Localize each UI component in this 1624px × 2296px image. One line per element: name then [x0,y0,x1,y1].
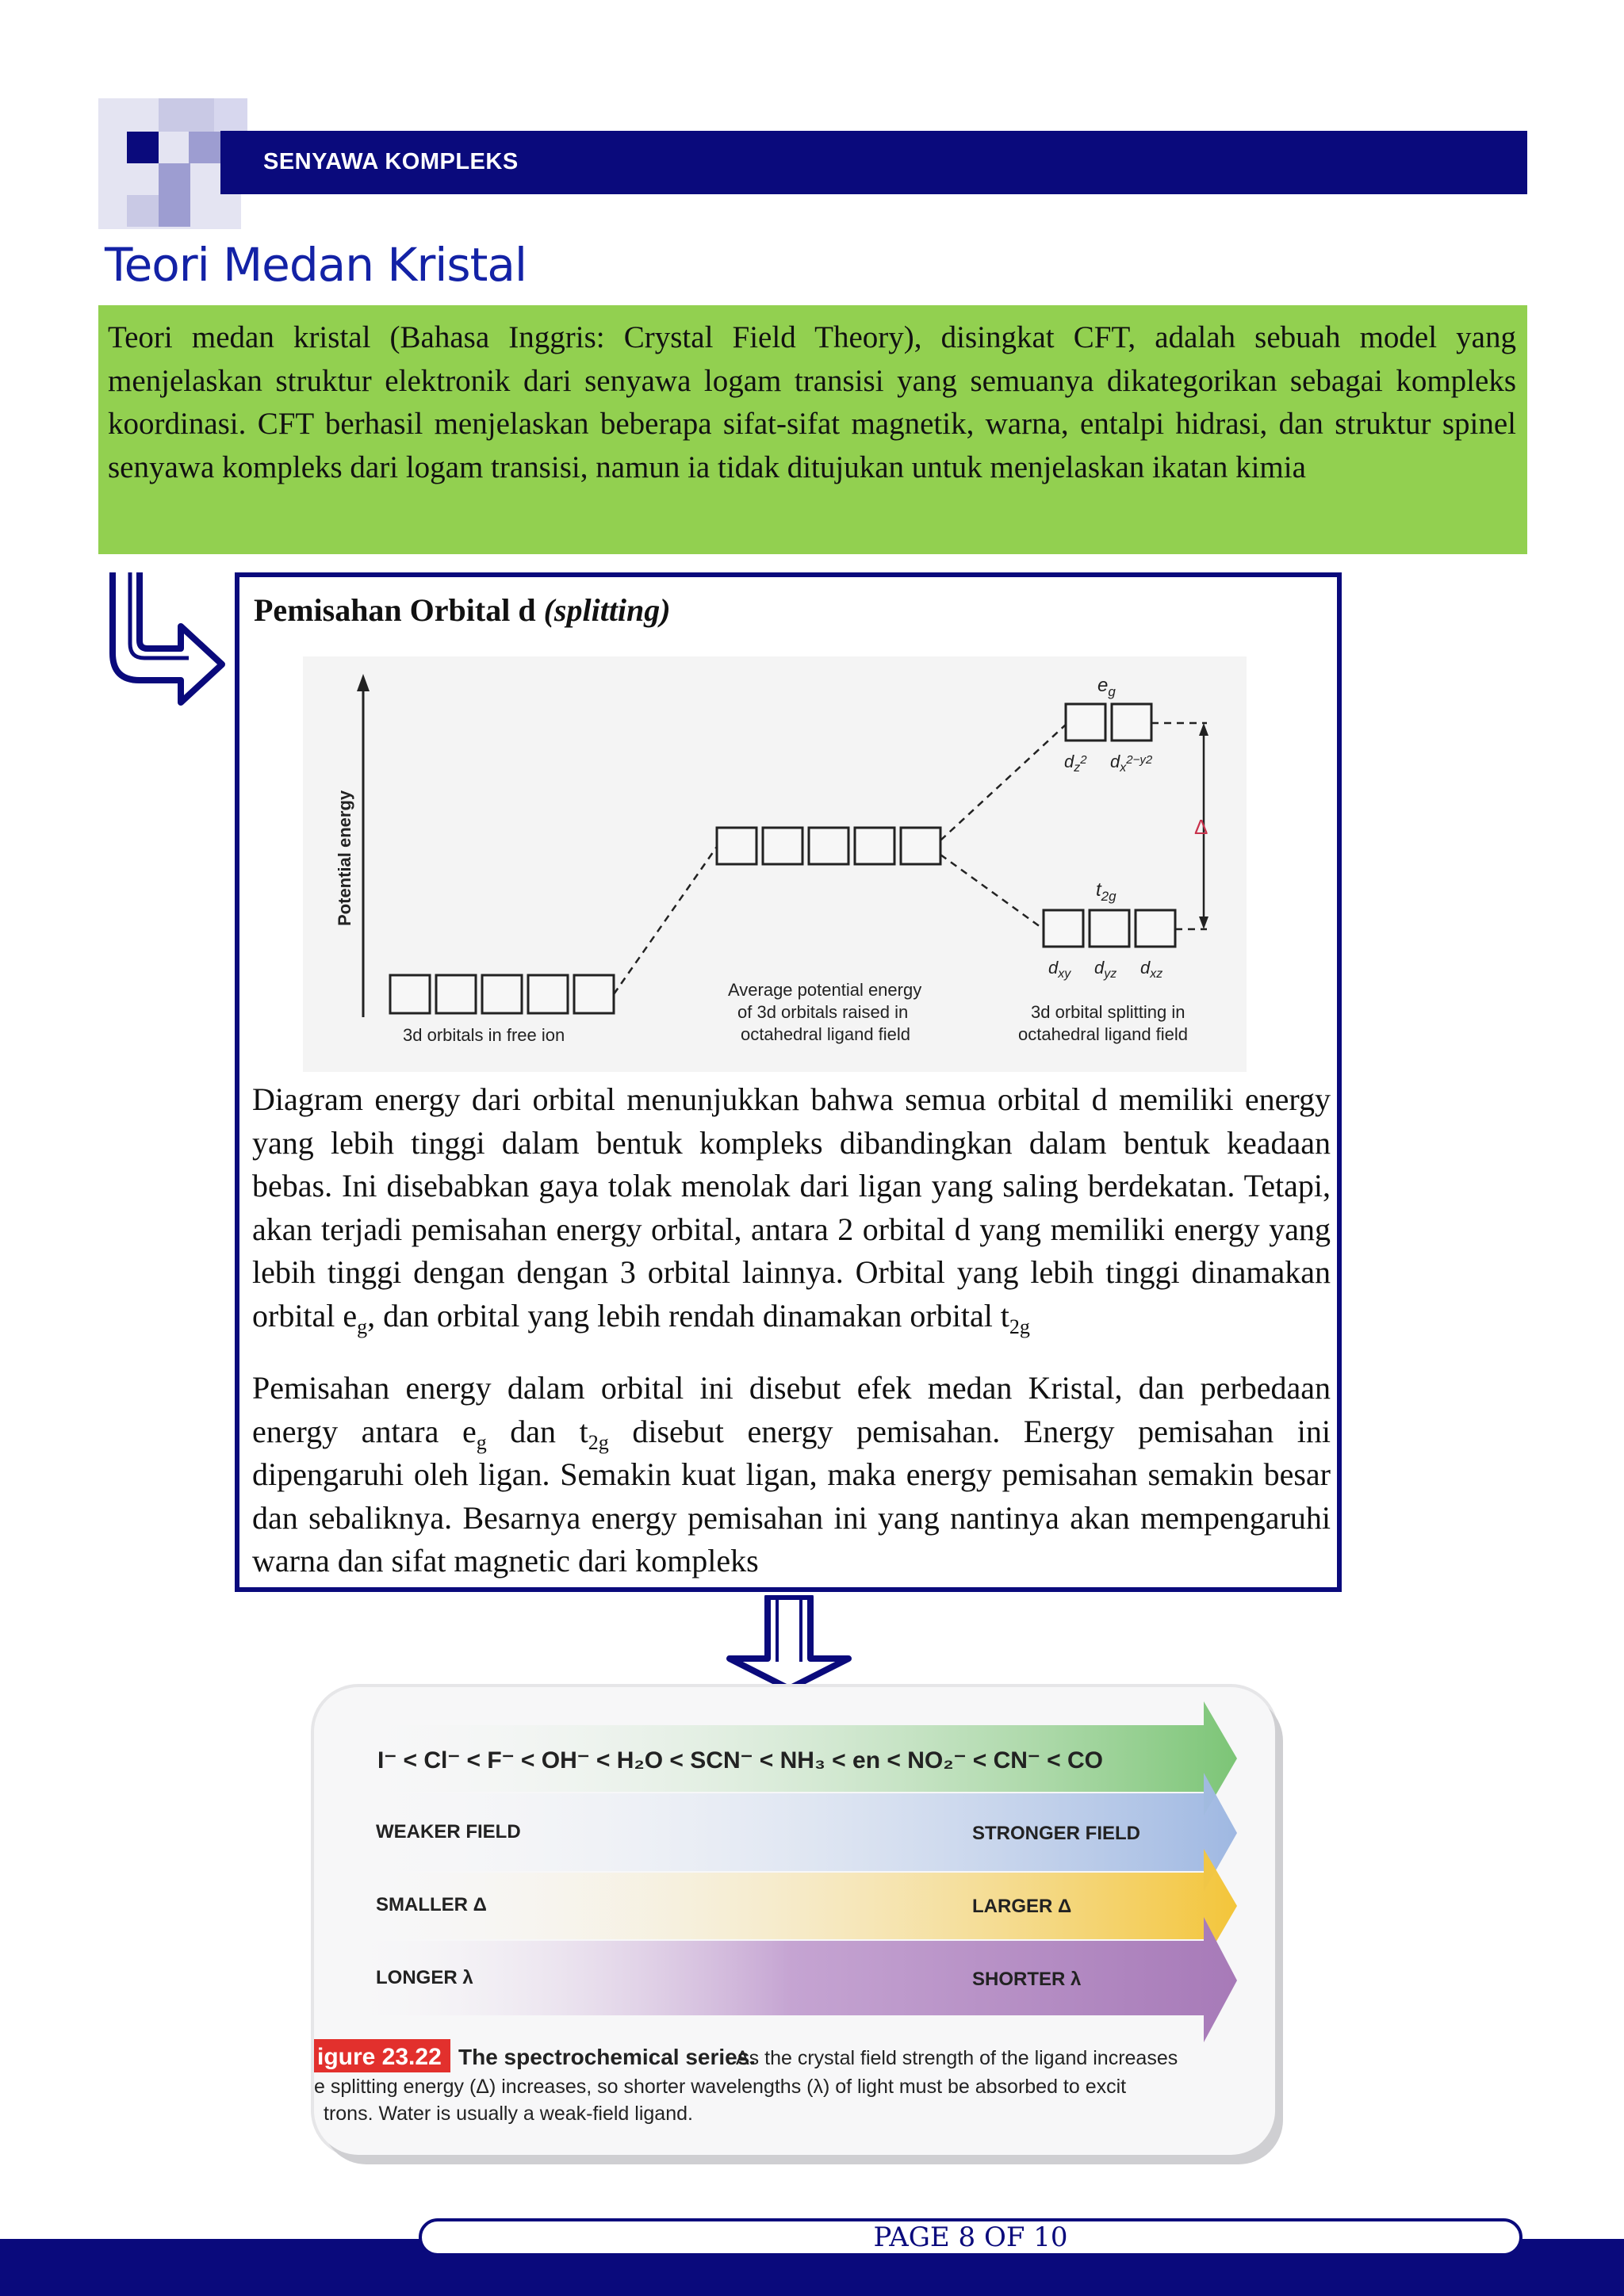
free-ion-label: 3d orbitals in free ion [403,1025,565,1045]
orbital-box [1136,910,1175,947]
dx2y2-label: $d_x^{2-y2}$ [1110,752,1153,775]
orbital-box [763,828,802,864]
y-axis-label: Potential energy [335,790,354,926]
orbital-splitting-diagram [303,656,1247,1072]
page-number: PAGE 8 OF 10 [419,2218,1522,2256]
t2g-label: $t_{2g}$ [1096,879,1116,904]
dz2-label: $d_z^2$ [1064,752,1087,775]
orbital-box [436,975,476,1013]
section-title [254,591,671,629]
average-orbitals [717,828,940,864]
splitting-section-box [235,572,1342,1592]
orbital-box [1044,910,1083,947]
free-ion-orbitals [390,975,614,1013]
intro-text: Teori medan kristal (Bahasa Inggris: Crystal Field Theory), disingkat CFT, adalah sebuah model yang menjelaskan struktur elektronik dari senyawa logam transisi yang semuanya dikategorikan sebagai kompleks koordinasi. CFT berhasil menjelaskan beberapa sifat-sifat magnetik, warna, entalpi hidrasi, dan struktur spinel senyawa kompleks dari logam transisi, namun ia tidak ditujukan untuk menjelaskan ikatan kimia [108,320,1516,484]
orbital-box [528,975,568,1013]
figure-caption-line-3: trons. Water is usually a weak-field ligand. [324,2103,693,2125]
orbital-box [901,828,940,864]
eg-label: $e_g$ [1097,675,1116,699]
split-label-line-2: octahedral ligand field [1018,1024,1189,1044]
t2g-orbitals [1044,910,1175,947]
figure-label: igure 23.22 [317,2044,442,2070]
dxz-label: $d_{xz}$ [1140,958,1163,981]
larger-delta-label: LARGER Δ [972,1896,1072,1917]
paragraph-2: Pemisahan energy dalam orbital ini disebut efek medan Kristal, dan perbedaan energy antara $e_g$ dan $t_{2g}$ disebut energy pemisahan. Energy pemisahan ini dipengaruhi oleh ligan. Semakin kuat ligan, maka energy pemisahan semakin besar dan sebaliknya. Besarnya energy pemisahan ini yang nantinya akan mempengaruhi warna dan sifat magnetic dari kompleks [252,1370,1331,1578]
dxy-label: $d_{xy}$ [1048,958,1071,981]
page-title: Teori Medan Kristal [105,238,527,292]
orbital-box [1112,704,1151,740]
orbital-box [717,828,756,864]
delta-arrow-up-icon [1199,723,1208,736]
orbital-box [1090,910,1129,947]
header-section-label: SENYAWA KOMPLEKS [263,149,519,174]
curved-arrow-icon [105,572,232,707]
header-square [127,195,159,227]
header-square [159,195,190,227]
section-title-italic: (splitting) [543,592,671,628]
shorter-lambda-label: SHORTER λ [972,1969,1082,1990]
split-label-line-1: 3d orbital splitting in [1031,1002,1185,1022]
figure-caption-title: The spectrochemical series. [458,2045,756,2069]
eg-orbitals [1066,704,1151,740]
spectrochemical-series: I⁻ < Cl⁻ < F⁻ < OH⁻ < H₂O < SCN⁻ < NH₃ < en < NO₂⁻ < CN⁻ < CO [377,1747,1103,1774]
delta-label: Δ [1194,815,1208,839]
average-label-line-3: octahedral ligand field [741,1024,911,1044]
orbital-box [855,828,894,864]
orbital-box [482,975,522,1013]
figure-caption-line-1: As the crystal field strength of the ligand increases [736,2047,1178,2069]
orbital-box [1066,704,1105,740]
average-label-line-2: of 3d orbitals raised in [737,1002,909,1022]
y-axis-arrow-icon [357,674,370,691]
header-square [159,163,190,195]
orbital-box [390,975,430,1013]
header-square [214,98,247,132]
delta-arrow-down-icon [1199,916,1208,929]
smaller-delta-label: SMALLER Δ [376,1894,487,1915]
section-title-bold: Pemisahan Orbital d [254,592,536,628]
stronger-field-label: STRONGER FIELD [972,1823,1141,1844]
orbital-box [809,828,848,864]
dyz-label: $d_{yz}$ [1094,958,1117,981]
intro-box [98,305,1527,554]
figure-caption-line-2: e splitting energy (Δ) increases, so shorter wavelengths (λ) of light must be absorbed to excit [314,2076,1127,2098]
paragraph-1: Diagram energy dari orbital menunjukkan bahwa semua orbital d memiliki energy yang lebih tinggi dalam bentuk kompleks dibandingkan dalam bentuk keadaan bebas. Ini disebabkan gaya tolak menolak dari ligan yang saling berdekatan. Tetapi, akan terjadi pemisahan energy orbital, antara 2 orbital d yang memiliki energy yang lebih tinggi dengan dengan 3 orbital lainnya. Orbital yang lebih tinggi dinamakan orbital $e_g$, dan orbital yang lebih rendah dinamakan orbital $t_{2g}$ [252,1081,1331,1338]
header-square [127,132,159,163]
spectrochemical-figure [314,1687,1275,2155]
header-square [189,132,220,163]
longer-lambda-label: LONGER λ [376,1967,473,1988]
down-arrow-icon [722,1595,856,1693]
weaker-field-label: WEAKER FIELD [376,1821,521,1843]
average-label-line-1: Average potential energy [728,980,922,1000]
orbital-box [574,975,614,1013]
